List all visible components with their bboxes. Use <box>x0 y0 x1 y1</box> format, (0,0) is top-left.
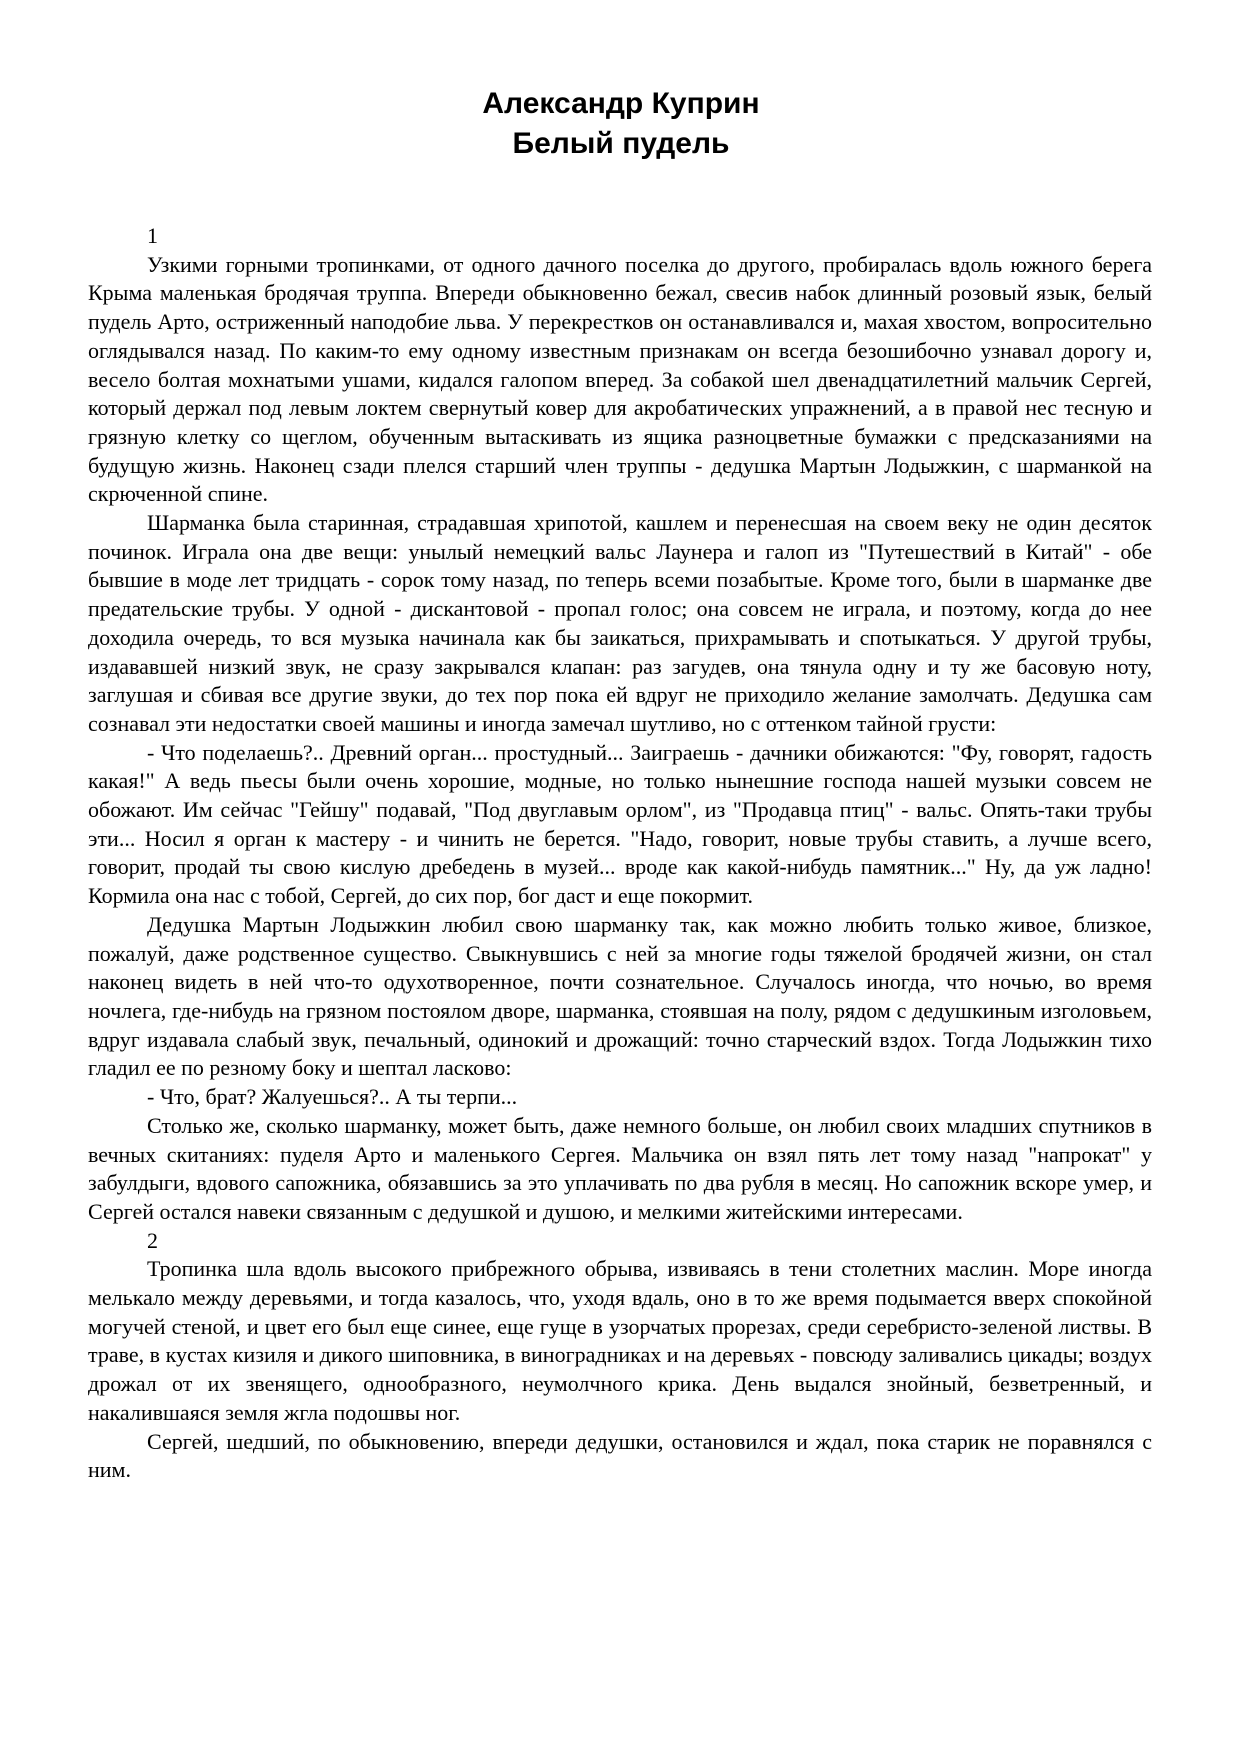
paragraph: Столько же, сколько шарманку, может быть, даже немного больше, он любил своих младших спутников в вечных скитаниях: пуделя Арто и маленького Сергея. Мальчика он взял пять лет тому назад "напрокат" у забулдыги, вдового сапожника, обязавшись за это уплачивать по два рубля в месяц. Но сапожник вскоре умер, и Сергей остался навеки связанным с дедушкой и душою, и мелкими житейскими интересами. <box>88 1112 1152 1224</box>
title-block <box>0 84 1242 164</box>
chapter-number: 1 <box>147 223 158 248</box>
paragraph: - Что, брат? Жалуешься?.. А ты терпи... <box>147 1084 518 1110</box>
paragraph: - Что поделаешь?.. Древний орган... простудный... Заиграешь - дачники обижаются: "Фу, говорят, гадость какая!" А ведь пьесы были очень хорошие, модные, но только нынешние господа нашей музыки совсем не обожают. Им сейчас "Гейшу" подавай, "Под двуглавым орлом", из "Продавца птиц" - вальс. Опять-таки трубы эти... Носил я орган к мастеру - и чинить не берется. "Надо, говорит, новые трубы ставить, а лучше всего, говорит, продай ты свою кислую дребедень в музей... вроде как какой-нибудь памятник..." Ну, да уж ладно! Кормила она нас с тобой, Сергей, до сих пор, бог даст и еще покормит. <box>88 739 1152 909</box>
paragraph: Узкими горными тропинками, от одного дачного поселка до другого, пробиралась вдоль южного берега Крыма маленькая бродячая труппа. Впереди обыкновенно бежал, свесив набок длинный розовый язык, белый пудель Арто, остриженный наподобие льва. У перекрестков он останавливался и, махая хвостом, вопросительно оглядывался назад. По каким-то ему одному известным признакам он всегда безошибочно узнавал дорогу и, весело болтая мохнатыми ушами, кидался галопом вперед. За собакой шел двенадцатилетний мальчик Сергей, который держал под левым локтем свернутый ковер для акробатических упражнений, а в правой нес тесную и грязную клетку со щеглом, обученным вытаскивать из ящика разноцветные бумажки с предсказаниями на будущую жизнь. Наконец сзади плелся старший член труппы - дедушка Мартын Лодыжкин, с шарманкой на скрюченной спине. <box>88 251 1152 507</box>
author-name: Александр Куприн <box>482 87 760 120</box>
paragraph: Шарманка была старинная, страдавшая хрипотой, кашлем и перенесшая на своем веку не один десяток починок. Играла она две вещи: унылый немецкий вальс Лаунера и галоп из "Путешествий в Китай" - обе бывшие в моде лет тридцать - сорок тому назад, по теперь всеми позабытые. Кроме того, были в шарманке две предательские трубы. У одной - дискантовой - пропал голос; она совсем не играла, и поэтому, когда до нее доходила очередь, то вся музыка начинала как бы заикаться, прихрамывать и спотыкаться. У другой трубы, издававшей низкий звук, не сразу закрывался клапан: раз загудев, она тянула одну и ту же басовую ноту, заглушая и сбивая все другие звуки, до тех пор пока ей вдруг не приходило желание замолчать. Дедушка сам сознавал эти недостатки своей машины и иногда замечал шутливо, но с оттенком тайной грусти: <box>88 510 1152 736</box>
work-title: Белый пудель <box>512 127 730 160</box>
chapter-number: 2 <box>147 1227 158 1253</box>
paragraph: Дедушка Мартын Лодыжкин любил свою шарманку так, как можно любить только живое, близкое, пожалуй, даже родственное существо. Свыкнувшись с ней за многие годы тяжелой бродячей жизни, он стал наконец видеть в ней что-то одухотворенное, почти сознательное. Случалось иногда, что ночью, во время ночлега, где-нибудь на грязном постоялом дворе, шарманка, стоявшая на полу, рядом с дедушкиным изголовьем, вдруг издавала слабый звук, печальный, одинокий и дрожащий: точно старческий вздох. Тогда Лодыжкин тихо гладил ее по резному боку и шептал ласково: <box>88 911 1152 1081</box>
paragraph: Тропинка шла вдоль высокого прибрежного обрыва, извиваясь в тени столетних маслин. Море иногда мелькало между деревьями, и тогда казалось, что, уходя вдаль, оно в то же время подымается вверх спокойной могучей стеной, и цвет его был еще синее, еще гуще в узорчатых прорезах, среди серебристо-зеленой листвы. В траве, в кустах кизиля и дикого шиповника, в виноградниках и на деревьях - повсюду заливались цикады; воздух дрожал от их звенящего, однообразного, неумолчного крика. День выдался знойный, безветренный, и накалившаяся земля жгла подошвы ног. <box>88 1256 1152 1425</box>
paragraph: Сергей, шедший, по обыкновению, впереди дедушки, остановился и ждал, пока старик не поравнялся с ним. <box>88 1428 1152 1483</box>
body-text <box>88 222 1152 1485</box>
